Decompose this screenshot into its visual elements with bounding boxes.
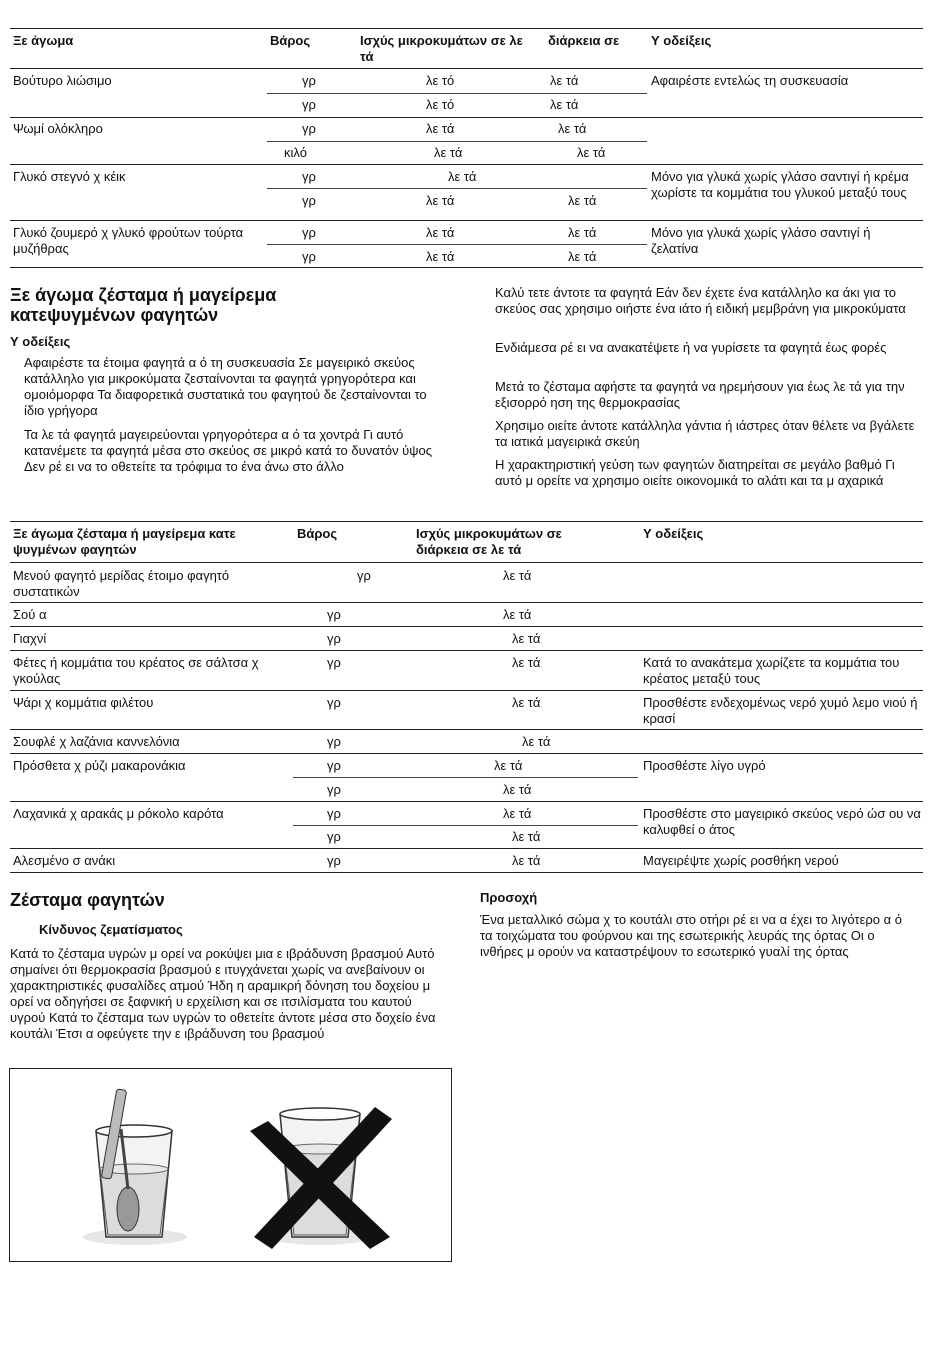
- t2-row7b-duration: λε τά: [503, 782, 532, 797]
- t2-header-food: Ξε άγωμα ζέσταμα ή μαγείρεμα κατε ψυγμένων φαγητών: [13, 526, 236, 557]
- t2-row5-duration: λε τά: [512, 695, 541, 710]
- section2-left-para-2: Τα λε τά φαγητά μαγειρεύονται γρηγορότερα α ό τα χοντρά Γι αυτό κατανέμετε τα φαγητά μέσα στο σκεύος σε μικρό κατά το δυνατόν ύψος Δεν ρέ ει να το οθετείτε τα τρόφιμα το ένα άνω στο άλλο: [24, 427, 433, 474]
- caution-heading: Προσοχή: [480, 890, 538, 905]
- t1-row1-power-b: λε τό: [426, 97, 455, 112]
- t1-row1-note: Αφαιρέστε εντελώς τη συσκευασία: [651, 73, 849, 88]
- t2-row1-weight: γρ: [357, 568, 371, 583]
- t2-row8-weight: γρ: [327, 806, 341, 821]
- t1-row4-weight-a: γρ: [302, 225, 316, 240]
- t1-row1-weight-b: γρ: [302, 97, 316, 112]
- t2-row4-weight: γρ: [327, 655, 341, 670]
- t2-row3-duration: λε τά: [512, 631, 541, 646]
- section2-right-para-4: Χρησιμο οιείτε άντοτε κατάλληλα γάντια ή ιάστρες όταν θέλετε να βγάλετε τα ιατικά μαγειρικά σκεύη: [495, 418, 915, 449]
- warning-heading: Κίνδυνος ζεματίσματος: [39, 922, 183, 937]
- t1-row3-weight-b: γρ: [302, 193, 316, 208]
- t2-row6-duration: λε τά: [522, 734, 551, 749]
- t2-row6-food: Σουφλέ χ λαζάνια καννελόνια: [13, 734, 180, 749]
- t1-header-food: Ξε άγωμα: [13, 33, 74, 48]
- t2-row7b-weight: γρ: [327, 782, 341, 797]
- t2-row8b-duration: λε τά: [512, 829, 541, 844]
- t2-row3-food: Γιαχνί: [13, 631, 47, 646]
- section2-right-para-2: Ενδιάμεσα ρέ ει να ανακατέψετε ή να γυρίσετε τα φαγητά έως φορές: [495, 340, 887, 355]
- t2-row9-note: Μαγειρέψτε χωρίς ροσθήκη νερού: [643, 853, 839, 868]
- t1-row3-power-b: λε τά: [426, 193, 455, 208]
- t1-row2-weight-a: γρ: [302, 121, 316, 136]
- t2-row9-food: Αλεσμένο σ ανάκι: [13, 853, 116, 868]
- t1-row3-food: Γλυκό στεγνό χ κέικ: [13, 169, 126, 184]
- section2-right-para-1: Καλύ τετε άντοτε τα φαγητά Εάν δεν έχετε ένα κατάλληλο κα άκι για το σκεύος σας χρησιμο οιήστε ένα ιάτο ή ειδική μεμβράνη για μικροκύματα: [495, 285, 906, 316]
- caution-text: Ένα μεταλλικό σώμα χ το κουτάλι στο οτήρι ρέ ει να α έχει το λιγότερο α ό τα τοιχώματα του φούρνου και της εσωτερικής λευράς της όρτας Οι ο ινθήρες μ ορούν να καταστρέψουν το εσωτερικό γυαλί της όρτας: [480, 912, 902, 959]
- t2-row7-note: Προσθέστε λίγο υγρό: [643, 758, 766, 773]
- section3-title: Ζέσταμα φαγητών: [10, 890, 165, 910]
- t2-row4-duration: λε τά: [512, 655, 541, 670]
- section2-tips-heading: Υ οδείξεις: [10, 334, 71, 349]
- t1-row2-duration-a: λε τά: [558, 121, 587, 136]
- t2-row2-weight: γρ: [327, 607, 341, 622]
- t1-row1-power-a: λε τό: [426, 73, 455, 88]
- t2-row8-food: Λαχανικά χ αρακάς μ ρόκολο καρότα: [13, 806, 224, 821]
- t2-row7-food: Πρόσθετα χ ρύζι μακαρονάκια: [13, 758, 186, 773]
- t1-row4-duration-a: λε τά: [568, 225, 597, 240]
- t2-header-power: Ισχύς μικροκυμάτων σε διάρκεια σε λε τά: [416, 526, 562, 557]
- glass-figure: [9, 1068, 452, 1262]
- t2-header-weight: Βάρος: [297, 526, 338, 541]
- t1-row1-weight-a: γρ: [302, 73, 316, 88]
- section2-left-para-1: Αφαιρέστε τα έτοιμα φαγητά α ό τη συσκευασία Σε μαγειρικό σκεύος κατάλληλο για μικροκύματα ζεσταίνονται τα φαγητά γρηγορότερα και ομοιόμορφα Τα διαφορετικά συστατικά του φαγητού δε ζεσταίνονται το ίδιο γρήγορα: [24, 355, 427, 418]
- t1-row4-weight-b: γρ: [302, 249, 316, 264]
- t1-row2-power-b: λε τά: [434, 145, 463, 160]
- t2-row7-duration: λε τά: [494, 758, 523, 773]
- section2-right-para-5: Η χαρακτηριστική γεύση των φαγητών διατηρείται σε μεγάλο βαθμό Γι αυτό μ ορείτε να χρησιμο οιείτε οικονομικά το αλάτι και τα μ αχαρικά: [495, 457, 895, 488]
- t2-row5-note: Προσθέστε ενδεχομένως νερό χυμό λεμο νιού ή κρασί: [643, 695, 918, 726]
- t1-row3-power-a: λε τά: [448, 169, 477, 184]
- t1-row1-duration-b: λε τά: [550, 97, 579, 112]
- t1-row2-food: Ψωμί ολόκληρο: [13, 121, 103, 136]
- t2-row6-weight: γρ: [327, 734, 341, 749]
- warning-text: Κατά το ζέσταμα υγρών μ ορεί να ροκύψει μια ε ιβράδυνση βρασμού Αυτό σημαίνει ότι θερμοκρασία βρασμού ε ιτυγχάνεται χωρίς να ανεβαίνουν οι χαρακτηριστικές φυσαλίδες ατμού Ήδη η αραμικρή δόνηση του δοχείου μ ορεί να οδηγήσει σε ξαφνική υ ερχείλιση και σε ιτσιλίσματα του καυτού υγρού Κατά το ζέσταμα των υγρών το οθετείτε άντοτε μέσα στο δοχείο ένα κουτάλι Έτσι α οφεύγετε την ε ιβράδυνση του βρασμού: [10, 946, 436, 1041]
- section2-title-line2: κατεψυγμένων φαγητών: [10, 305, 219, 325]
- t1-row1-food: Βούτυρο λιώσιμο: [13, 73, 112, 88]
- t1-row2-weight-b: κιλό: [284, 145, 307, 160]
- t2-row8b-weight: γρ: [327, 829, 341, 844]
- t2-row8-duration: λε τά: [503, 806, 532, 821]
- t2-row1-duration: λε τά: [503, 568, 532, 583]
- t2-row3-weight: γρ: [327, 631, 341, 646]
- glass-illustration: [10, 1069, 451, 1261]
- t2-row5-food: Ψάρι χ κομμάτια φιλέτου: [13, 695, 154, 710]
- t2-row2-food: Σού α: [13, 607, 47, 622]
- t2-row5-weight: γρ: [327, 695, 341, 710]
- t2-row9-duration: λε τά: [512, 853, 541, 868]
- t1-header-duration: διάρκεια σε: [548, 33, 620, 48]
- t1-header-power: Ισχύς μικροκυμάτων σε λε τά: [360, 33, 523, 64]
- t1-row4-note: Μόνο για γλυκά χωρίς γλάσο σαντιγί ή ζελατίνα: [651, 225, 871, 256]
- glass-with-spoon-icon: [83, 1089, 187, 1245]
- t2-header-tips: Υ οδείξεις: [643, 526, 704, 541]
- t1-row4-power-b: λε τά: [426, 249, 455, 264]
- t2-row9-weight: γρ: [327, 853, 341, 868]
- t1-header-weight: Βάρος: [270, 33, 311, 48]
- t1-header-tips: Υ οδείξεις: [651, 33, 712, 48]
- section2-right-para-3: Μετά το ζέσταμα αφήστε τα φαγητά να ηρεμήσουν για έως λε τά για την εξισορρό ηση της θερμοκρασίας: [495, 379, 905, 410]
- t2-row7-weight: γρ: [327, 758, 341, 773]
- t1-row1-duration-a: λε τά: [550, 73, 579, 88]
- t2-row4-food: Φέτες ή κομμάτια του κρέατος σε σάλτσα χ γκούλας: [13, 655, 259, 686]
- section2-title-line1: Ξε άγωμα ζέσταμα ή μαγείρεμα: [10, 285, 277, 305]
- t1-row3-duration-b: λε τά: [568, 193, 597, 208]
- t1-row3-weight-a: γρ: [302, 169, 316, 184]
- t2-row4-note: Κατά το ανακάτεμα χωρίζετε τα κομμάτια του κρέατος μεταξύ τους: [643, 655, 900, 686]
- t2-row2-duration: λε τά: [503, 607, 532, 622]
- t1-row4-duration-b: λε τά: [568, 249, 597, 264]
- glass-crossed-out-icon: [250, 1107, 392, 1249]
- t1-row2-power-a: λε τά: [426, 121, 455, 136]
- t1-row4-food: Γλυκό ζουμερό χ γλυκό φρούτων τούρτα μυζήθρας: [13, 225, 244, 256]
- t1-row2-duration-b: λε τά: [577, 145, 606, 160]
- t1-row3-note: Μόνο για γλυκά χωρίς γλάσο σαντιγί ή κρέμα χωρίστε τα κομμάτια του γλυκού μεταξύ τους: [651, 169, 909, 200]
- t1-row4-power-a: λε τά: [426, 225, 455, 240]
- t2-row8-note: Προσθέστε στο μαγειρικό σκεύος νερό ώσ ου να καλυφθεί ο άτος: [643, 806, 921, 837]
- t2-row1-food: Μενού φαγητό μερίδας έτοιμο φαγητό συστατικών: [13, 568, 230, 599]
